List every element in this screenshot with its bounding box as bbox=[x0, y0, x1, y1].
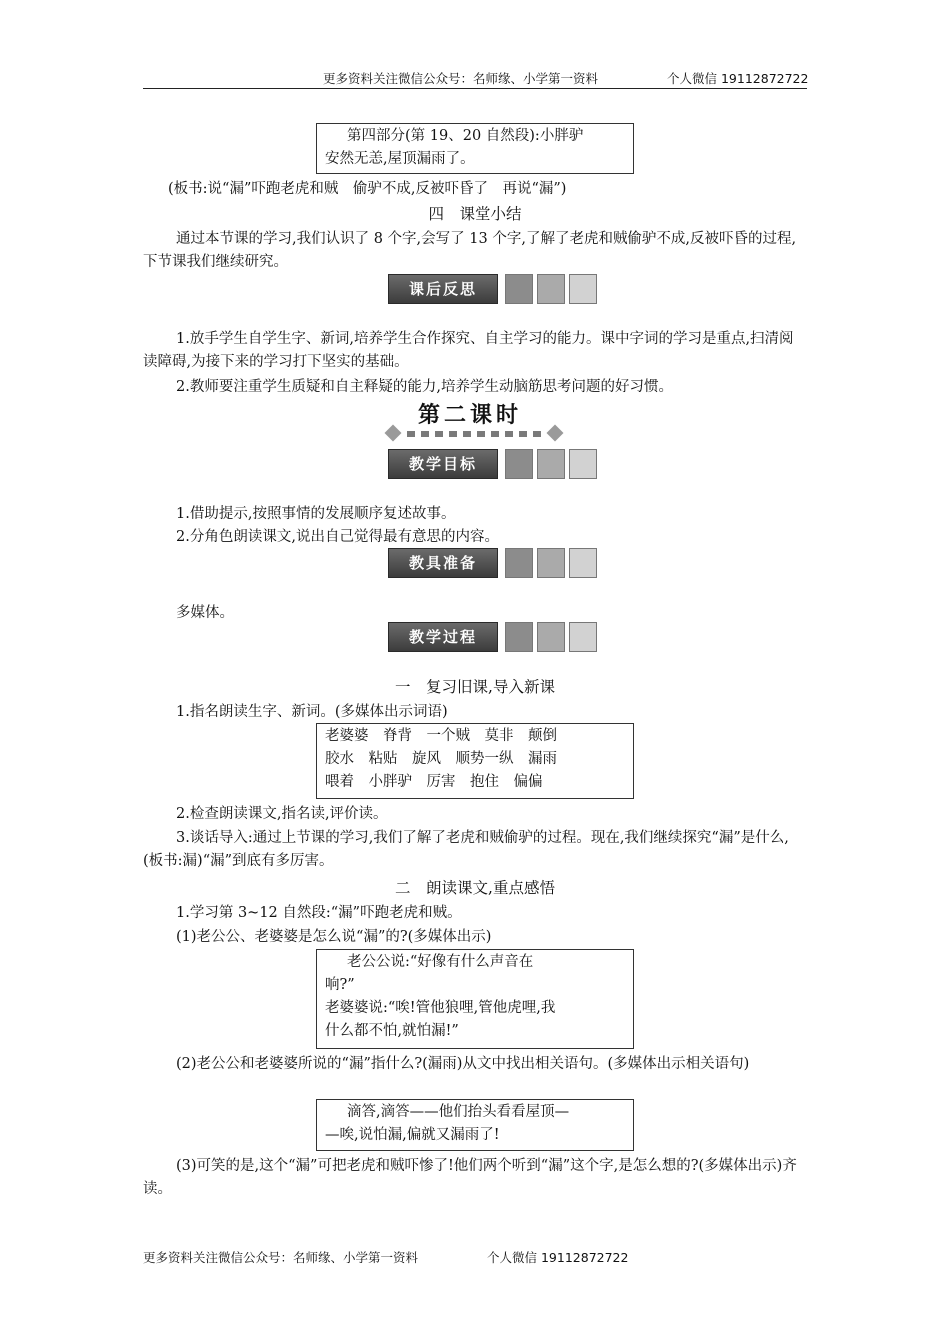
part1-title: 一 复习旧课,导入新课 bbox=[395, 678, 555, 696]
part2-q3: (3)可笑的是,这个“漏”可把老虎和贼吓惨了!他们两个听到“漏”这个字,是怎么想的?(多媒体出示)齐读。 bbox=[143, 1158, 797, 1197]
reflection-item-1: 1.放手学生自学生字、新词,培养学生合作探究、自主学习的能力。课中字词的学习是重点,扫清阅读障碍,为接下来的学习打下坚实的基础。 bbox=[143, 331, 794, 370]
quote1-line-2: 响?” bbox=[325, 977, 355, 993]
footer-right: 个人微信 19112872722 bbox=[487, 1250, 629, 1265]
part2-step1: 1.学习第 3~12 自然段:“漏”吓跑老虎和贼。 bbox=[176, 905, 462, 921]
part1-step3: 3.谈话导入:通过上节课的学习,我们了解了老虎和贼偷驴的过程。现在,我们继续探究“漏”是什么,(板书:漏)“漏”到底有多厉害。 bbox=[143, 830, 789, 869]
lesson-title: 第二课时 bbox=[417, 402, 522, 428]
part4-line-1: 第四部分(第 19、20 自然段):小胖驴 bbox=[347, 128, 584, 144]
part1-step2: 2.检查朗读课文,指名读,评价读。 bbox=[176, 806, 388, 822]
part2-q1: (1)老公公、老婆婆是怎么说“漏”的?(多媒体出示) bbox=[176, 929, 492, 945]
reflection-badge-label: 课后反思 bbox=[388, 274, 498, 304]
section4-title: 四 课堂小结 bbox=[428, 205, 522, 223]
reflection-badge bbox=[388, 274, 600, 304]
badge-square-icon bbox=[537, 449, 565, 479]
header-right: 个人微信 19112872722 bbox=[667, 71, 809, 86]
process-badge bbox=[388, 622, 600, 652]
part1-step1: 1.指名朗读生字、新词。(多媒体出示词语) bbox=[176, 704, 448, 720]
goals-badge-label: 教学目标 bbox=[388, 449, 498, 479]
tools-text: 多媒体。 bbox=[176, 605, 234, 621]
header-rule bbox=[143, 88, 807, 89]
badge-square-icon bbox=[569, 622, 597, 652]
badge-square-icon bbox=[505, 622, 533, 652]
word-box bbox=[316, 723, 634, 799]
footer-left: 更多资料关注微信公众号：名师缘、小学第一资料 bbox=[143, 1250, 419, 1265]
word-row-1: 老婆婆 脊背 一个贼 莫非 颠倒 bbox=[325, 728, 557, 744]
process-badge-label: 教学过程 bbox=[388, 622, 498, 652]
goal-item-1: 1.借助提示,按照事情的发展顺序复述故事。 bbox=[176, 506, 456, 522]
part2-title: 二 朗读课文,重点感悟 bbox=[395, 879, 555, 897]
badge-square-icon bbox=[569, 449, 597, 479]
quote2-box bbox=[316, 1099, 634, 1151]
blackboard-line: (板书:说“漏”吓跑老虎和贼 偷驴不成,反被吓昏了 再说“漏”) bbox=[168, 181, 567, 197]
word-row-2: 胶水 粘贴 旋风 顺势一纵 漏雨 bbox=[325, 751, 557, 767]
badge-square-icon bbox=[505, 449, 533, 479]
quote1-line-3: 老婆婆说:“唉!管他狼哩,管他虎哩,我 bbox=[325, 1000, 556, 1016]
badge-square-icon bbox=[537, 622, 565, 652]
tools-badge bbox=[388, 548, 600, 578]
badge-square-icon bbox=[505, 548, 533, 578]
lesson-title-ornament bbox=[385, 427, 563, 441]
quote2-line-1: 滴答,滴答——他们抬头看看屋顶— bbox=[347, 1104, 570, 1120]
quote1-line-4: 什么都不怕,就怕漏!” bbox=[325, 1023, 459, 1039]
badge-square-icon bbox=[569, 548, 597, 578]
quote1-line-1: 老公公说:“好像有什么声音在 bbox=[347, 954, 534, 970]
header-left: 更多资料关注微信公众号：名师缘、小学第一资料 bbox=[323, 71, 599, 86]
part2-q2: (2)老公公和老婆婆所说的“漏”指什么?(漏雨)从文中找出相关语句。(多媒体出示相关语句) bbox=[176, 1056, 750, 1072]
word-row-3: 喂着 小胖驴 厉害 抱住 偏偏 bbox=[325, 774, 543, 790]
quote2-line-2: —唉,说怕漏,偏就又漏雨了! bbox=[325, 1127, 500, 1143]
badge-square-icon bbox=[537, 274, 565, 304]
badge-square-icon bbox=[569, 274, 597, 304]
goals-badge bbox=[388, 449, 600, 479]
quote1-box bbox=[316, 949, 634, 1049]
reflection-item-2: 2.教师要注重学生质疑和自主释疑的能力,培养学生动脑筋思考问题的好习惯。 bbox=[176, 379, 673, 395]
goal-item-2: 2.分角色朗读课文,说出自己觉得最有意思的内容。 bbox=[176, 529, 499, 545]
badge-square-icon bbox=[505, 274, 533, 304]
summary-paragraph: 通过本节课的学习,我们认识了 8 个字,会写了 13 个字,了解了老虎和贼偷驴不成,反被吓昏的过程,下节课我们继续研究。 bbox=[143, 231, 797, 270]
badge-square-icon bbox=[537, 548, 565, 578]
tools-badge-label: 教具准备 bbox=[388, 548, 498, 578]
part4-box bbox=[316, 123, 634, 174]
part4-line-2: 安然无恙,屋顶漏雨了。 bbox=[325, 151, 475, 167]
